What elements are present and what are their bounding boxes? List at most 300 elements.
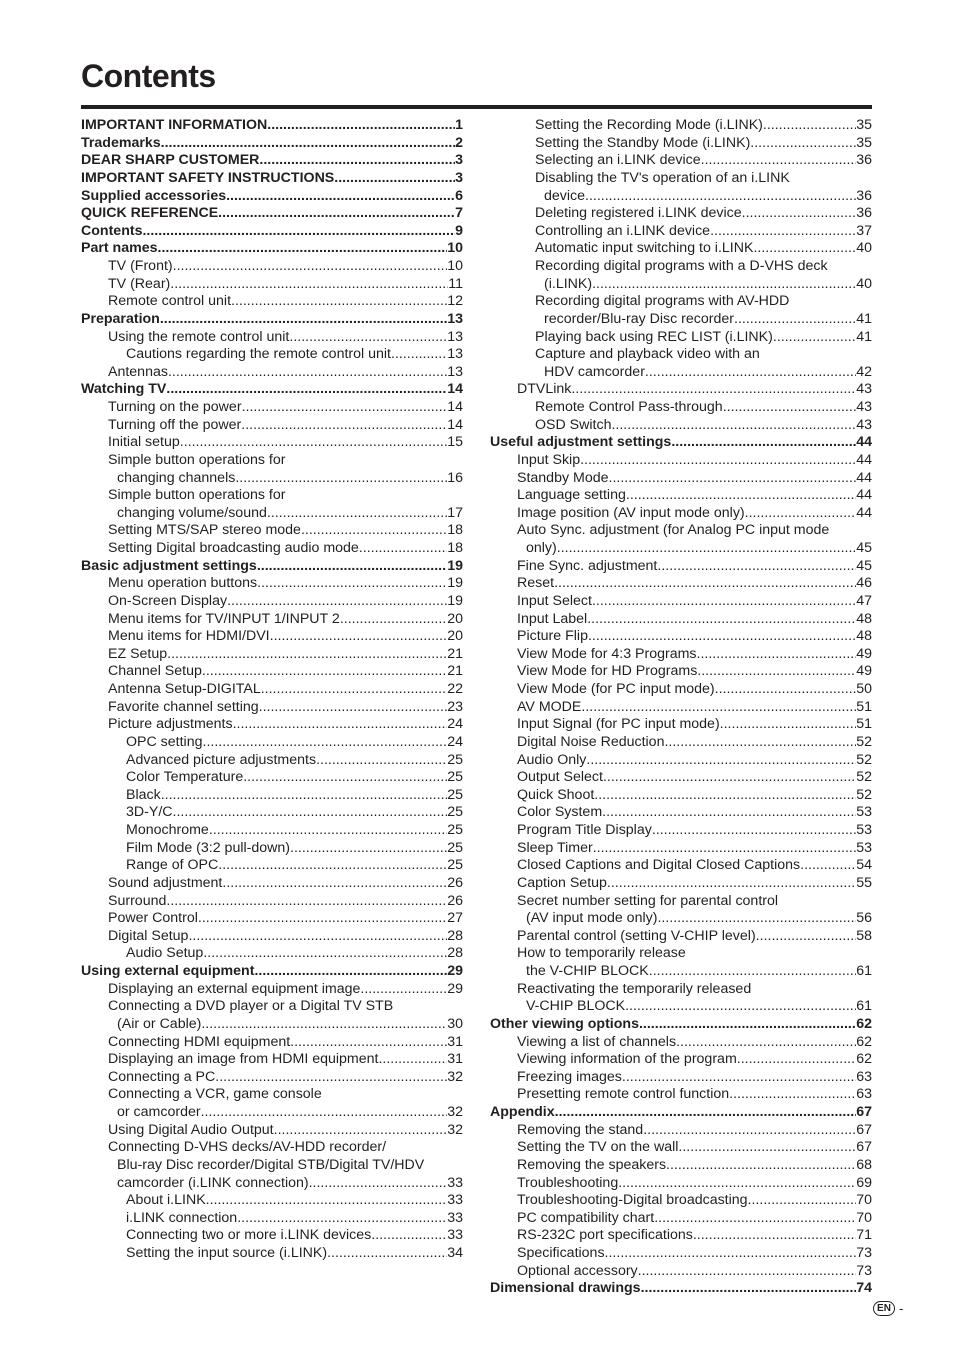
toc-leader-dots <box>158 240 448 258</box>
toc-entry <box>81 998 463 1016</box>
toc-leader-dots <box>554 575 856 593</box>
toc-entry-title: Color System <box>517 804 603 821</box>
toc-entry <box>490 1069 872 1087</box>
toc-page-number: 33 <box>447 1227 463 1244</box>
toc-page-number: 13 <box>447 310 463 327</box>
toc-leader-dots <box>167 646 447 664</box>
toc-page-number: 19 <box>447 557 463 574</box>
toc-entry-title: Fine Sync. adjustment <box>517 557 658 574</box>
toc-entry-title: Displaying an image from HDMI equipment <box>108 1051 379 1068</box>
toc-leader-dots <box>750 135 856 153</box>
toc-entry <box>81 593 463 611</box>
toc-entry <box>81 1245 463 1263</box>
toc-page-number: 21 <box>447 645 463 662</box>
toc-leader-dots <box>676 1034 856 1052</box>
toc-page-number: 24 <box>447 716 463 733</box>
toc-leader-dots <box>340 611 447 629</box>
toc-entry-title: Connecting HDMI equipment <box>108 1033 291 1050</box>
toc-entry <box>81 1227 463 1245</box>
toc-entry-title: Remote Control Pass-through <box>535 399 723 415</box>
toc-page-number: 44 <box>856 487 872 504</box>
toc-leader-dots <box>701 152 857 170</box>
toc-entry-title: Recording digital programs with AV-HDD <box>535 293 790 310</box>
toc-leader-dots <box>166 381 447 399</box>
toc-leader-dots <box>666 1157 856 1175</box>
toc-page-number: 14 <box>447 399 463 415</box>
toc-entry <box>81 611 463 629</box>
toc-entry <box>81 1139 463 1157</box>
toc-entry-title: Simple button operations for <box>108 451 286 468</box>
toc-page-number: 42 <box>856 363 872 380</box>
toc-leader-dots <box>267 117 455 135</box>
toc-page-number: 25 <box>447 822 463 838</box>
toc-entry <box>490 593 872 611</box>
toc-entry-title: Setting Digital broadcasting audio mode <box>108 540 359 556</box>
toc-page-number: 43 <box>856 381 872 398</box>
toc-page-number: 36 <box>856 205 872 222</box>
toc-entry <box>81 1016 463 1034</box>
toc-leader-dots <box>359 540 447 558</box>
toc-leader-dots <box>571 381 856 399</box>
toc-leader-dots <box>625 998 856 1016</box>
toc-leader-dots <box>763 117 856 135</box>
toc-entry-title: Surround <box>108 892 167 909</box>
toc-entry-title: Advanced picture adjustments <box>126 751 317 768</box>
toc-entry-title: Sleep Timer <box>517 839 593 856</box>
toc-entry-title: Using external equipment <box>81 963 255 979</box>
toc-page-number: 36 <box>856 187 872 204</box>
toc-entry <box>81 522 463 540</box>
toc-leader-dots <box>626 487 856 505</box>
toc-entry-title: Menu items for TV/INPUT 1/INPUT 2 <box>108 610 340 627</box>
toc-section-heading <box>81 558 463 576</box>
toc-page-number: 51 <box>856 716 872 733</box>
toc-leader-dots <box>290 1034 447 1052</box>
toc-entry-title: Antenna Setup-DIGITAL <box>108 681 261 697</box>
toc-entry-title: Specifications <box>517 1245 605 1261</box>
toc-entry <box>490 223 872 241</box>
toc-entry-title: Dimensional drawings <box>490 1280 641 1297</box>
toc-page-number: 63 <box>856 1068 872 1085</box>
toc-entry <box>81 575 463 593</box>
toc-page-number: 33 <box>447 1209 463 1226</box>
toc-page-number: 12 <box>447 293 463 310</box>
toc-entry <box>81 1192 463 1210</box>
toc-entry <box>490 522 872 540</box>
toc-entry-title: Reset <box>517 575 555 592</box>
toc-leader-dots <box>261 681 447 699</box>
toc-entry-title: or camcorder <box>117 1104 201 1120</box>
toc-entry <box>81 681 463 699</box>
toc-leader-dots <box>697 646 857 664</box>
toc-page-number: 70 <box>856 1192 872 1209</box>
toc-entry <box>81 346 463 364</box>
toc-page-number: 15 <box>447 434 463 451</box>
toc-leader-dots <box>227 593 447 611</box>
toc-entry-title: Closed Captions and Digital Closed Captions <box>517 857 801 874</box>
toc-entry <box>490 152 872 170</box>
toc-leader-dots <box>198 910 447 928</box>
toc-page-number: 3 <box>455 152 463 169</box>
toc-entry-title: EZ Setup <box>108 645 168 662</box>
toc-page-number: 68 <box>856 1156 872 1173</box>
toc-leader-dots <box>593 840 857 858</box>
toc-entry-title: camcorder (i.LINK connection) <box>117 1174 309 1191</box>
toc-leader-dots <box>203 945 447 963</box>
toc-entry <box>490 1139 872 1157</box>
toc-entry-title: Monochrome <box>126 822 209 838</box>
toc-column-right <box>490 117 872 1298</box>
toc-entry-title: Presetting remote control function <box>517 1086 730 1103</box>
toc-entry-title: (i.LINK) <box>544 275 593 292</box>
toc-entry <box>81 981 463 999</box>
toc-leader-dots <box>360 981 447 999</box>
toc-entry-title: Remote control unit <box>108 293 232 310</box>
toc-leader-dots <box>201 1016 447 1034</box>
toc-leader-dots <box>259 152 455 170</box>
toc-leader-dots <box>678 1139 856 1157</box>
toc-leader-dots <box>592 276 856 294</box>
toc-entry <box>81 822 463 840</box>
toc-entry-title: Trademarks <box>81 134 161 151</box>
toc-entry-title: Connecting a PC <box>108 1068 216 1085</box>
toc-leader-dots <box>243 769 447 787</box>
toc-entry-title: Disabling the TV's operation of an i.LINK <box>535 169 790 186</box>
toc-section-heading <box>81 963 463 981</box>
toc-page-number: 62 <box>856 1015 872 1032</box>
toc-leader-dots <box>587 611 856 629</box>
toc-entry-title: Menu operation buttons <box>108 575 258 592</box>
toc-entry-title: Deleting registered i.LINK device <box>535 205 742 222</box>
toc-entry <box>490 699 872 717</box>
toc-leader-dots <box>742 205 857 223</box>
toc-entry <box>490 1175 872 1193</box>
toc-entry-title: Optional accessory <box>517 1262 638 1279</box>
toc-entry <box>490 117 872 135</box>
toc-page-number: 32 <box>447 1121 463 1138</box>
toc-entry-title: Setting the TV on the wall <box>517 1139 679 1156</box>
toc-leader-dots <box>654 1210 856 1228</box>
toc-page-number: 26 <box>447 892 463 909</box>
toc-entry <box>490 646 872 664</box>
toc-page-number: 37 <box>856 222 872 239</box>
toc-entry-title: Quick Shoot <box>517 786 595 803</box>
toc-page-number: 16 <box>447 469 463 486</box>
toc-leader-dots <box>723 399 857 417</box>
toc-entry <box>490 1210 872 1228</box>
toc-entry <box>490 1245 872 1263</box>
toc-leader-dots <box>202 663 447 681</box>
toc-leader-dots <box>639 1016 856 1034</box>
toc-entry <box>490 505 872 523</box>
toc-entry-title: Setting MTS/SAP stereo mode <box>108 522 301 539</box>
toc-leader-dots <box>231 293 447 311</box>
toc-page-number: 3 <box>455 169 463 186</box>
toc-entry-title: Using the remote control unit <box>108 328 290 345</box>
toc-leader-dots <box>607 875 856 893</box>
toc-entry <box>81 364 463 382</box>
toc-leader-dots <box>201 1104 448 1122</box>
toc-page-number: 23 <box>447 698 463 715</box>
toc-page-number: 61 <box>856 998 872 1015</box>
toc-entry-title: Watching TV <box>81 381 167 398</box>
toc-entry-title: Setting the Recording Mode (i.LINK) <box>535 117 763 133</box>
toc-entry-title: AV MODE <box>517 698 582 715</box>
toc-section-heading <box>81 311 463 329</box>
toc-entry <box>81 628 463 646</box>
toc-leader-dots <box>618 1175 856 1193</box>
toc-leader-dots <box>334 170 455 188</box>
toc-page-number: 25 <box>447 769 463 786</box>
toc-leader-dots <box>267 505 447 523</box>
toc-page-number: 67 <box>856 1104 872 1120</box>
toc-page-number: 49 <box>856 645 872 662</box>
toc-page-number: 13 <box>447 363 463 380</box>
toc-leader-dots <box>161 787 448 805</box>
toc-leader-dots <box>753 240 856 258</box>
toc-entry-title: DEAR SHARP CUSTOMER <box>81 152 260 169</box>
toc-leader-dots <box>173 804 448 822</box>
toc-entry-title: Using Digital Audio Output <box>108 1121 274 1138</box>
toc-entry <box>81 1086 463 1104</box>
toc-leader-dots <box>316 752 447 770</box>
toc-section-heading <box>81 240 463 258</box>
toc-leader-dots <box>643 1122 856 1140</box>
toc-page-number: 48 <box>856 628 872 645</box>
toc-entry <box>490 188 872 206</box>
toc-leader-dots <box>800 857 856 875</box>
toc-entry-title: Part names <box>81 240 158 257</box>
toc-page-number: 29 <box>447 963 463 979</box>
toc-section-heading <box>81 188 463 206</box>
toc-entry-title: recorder/Blu-ray Disc recorder <box>544 310 735 327</box>
toc-page-number: 33 <box>447 1174 463 1191</box>
toc-page-number: 43 <box>856 399 872 415</box>
toc-entry-title: Troubleshooting-Digital broadcasting <box>517 1192 748 1209</box>
toc-entry <box>490 910 872 928</box>
toc-page-number: 52 <box>856 769 872 786</box>
toc-page-number: 49 <box>856 663 872 680</box>
toc-page-number: 35 <box>856 134 872 151</box>
toc-leader-dots <box>611 417 856 435</box>
toc-entry-title: View Mode for 4:3 Programs <box>517 645 697 662</box>
toc-entry <box>490 1263 872 1281</box>
toc-page-number: 35 <box>856 117 872 133</box>
toc-entry-title: Preparation <box>81 310 160 327</box>
toc-page-number: 24 <box>447 733 463 750</box>
toc-entry <box>81 699 463 717</box>
toc-entry <box>490 822 872 840</box>
toc-leader-dots <box>585 188 856 206</box>
toc-entry <box>81 646 463 664</box>
toc-page-number: 18 <box>447 522 463 539</box>
toc-entry <box>490 346 872 364</box>
toc-entry <box>81 452 463 470</box>
toc-entry-title: Other viewing options <box>490 1015 639 1032</box>
toc-leader-dots <box>237 1210 447 1228</box>
toc-leader-dots <box>327 1245 447 1263</box>
toc-leader-dots <box>756 928 857 946</box>
toc-entry-title: device <box>544 187 586 204</box>
toc-leader-dots <box>581 699 856 717</box>
toc-entry-title: Standby Mode <box>517 469 609 486</box>
toc-leader-dots <box>206 1192 448 1210</box>
toc-page-number: 9 <box>455 222 463 239</box>
toc-entry <box>81 734 463 752</box>
toc-page-number: 30 <box>447 1015 463 1032</box>
toc-entry <box>490 1157 872 1175</box>
toc-page-number: 22 <box>447 681 463 697</box>
toc-page-number: 73 <box>856 1245 872 1261</box>
toc-entry <box>81 329 463 347</box>
toc-leader-dots <box>649 963 856 981</box>
toc-page-number: 1 <box>455 117 463 133</box>
toc-entry-title: About i.LINK <box>126 1192 206 1209</box>
toc-entry <box>81 1051 463 1069</box>
toc-entry <box>490 945 872 963</box>
toc-page-number: 52 <box>856 786 872 803</box>
toc-page-number: 31 <box>447 1051 463 1068</box>
toc-page-number: 14 <box>447 416 463 433</box>
toc-entry-title: Parental control (setting V-CHIP level) <box>517 927 756 944</box>
toc-entry-title: Connecting a VCR, game console <box>108 1086 322 1103</box>
toc-entry <box>490 1192 872 1210</box>
toc-entry <box>81 1175 463 1193</box>
toc-entry-title: TV (Front) <box>108 258 173 274</box>
toc-entry-title: Favorite channel setting <box>108 698 259 715</box>
toc-entry <box>81 1069 463 1087</box>
toc-entry-title: RS-232C port specifications <box>517 1227 693 1244</box>
toc-entry <box>490 1034 872 1052</box>
toc-page-number: 19 <box>447 592 463 609</box>
toc-entry-title: Image position (AV input mode only) <box>517 504 745 521</box>
toc-entry <box>490 293 872 311</box>
toc-entry <box>81 787 463 805</box>
toc-page-number: 2 <box>455 134 463 151</box>
toc-page-number: 53 <box>856 804 872 821</box>
toc-entry <box>490 963 872 981</box>
toc-leader-dots <box>290 840 447 858</box>
toc-leader-dots <box>664 734 856 752</box>
toc-leader-dots <box>641 1280 857 1298</box>
toc-page-number: 27 <box>447 910 463 927</box>
toc-entry <box>81 804 463 822</box>
toc-entry-title: only) <box>526 540 557 556</box>
toc-section-heading <box>81 152 463 170</box>
toc-entry-title: Initial setup <box>108 434 180 451</box>
toc-entry-title: changing volume/sound <box>117 504 267 521</box>
toc-leader-dots <box>215 1069 447 1087</box>
toc-entry-title: Connecting D-VHS decks/AV-HDD recorder/ <box>108 1139 387 1156</box>
toc-entry-title: Playing back using REC LIST (i.LINK) <box>535 328 773 345</box>
toc-entry <box>490 540 872 558</box>
toc-entry <box>81 769 463 787</box>
toc-leader-dots <box>161 135 455 153</box>
toc-entry-title: Useful adjustment settings <box>490 434 672 451</box>
toc-leader-dots <box>555 1104 857 1122</box>
toc-entry-title: Setting the Standby Mode (i.LINK) <box>535 134 751 151</box>
toc-leader-dots <box>652 822 856 840</box>
toc-leader-dots <box>371 1227 447 1245</box>
toc-leader-dots <box>745 505 857 523</box>
toc-leader-dots <box>218 205 455 223</box>
toc-leader-dots <box>592 593 856 611</box>
toc-page-number: 17 <box>447 504 463 521</box>
language-badge: EN <box>873 1301 895 1316</box>
toc-entry-title: (Air or Cable) <box>117 1015 202 1032</box>
toc-section-heading <box>490 434 872 452</box>
toc-entry-title: Selecting an i.LINK device <box>535 152 701 169</box>
toc-entry-title: Black <box>126 786 161 803</box>
toc-leader-dots <box>693 1227 856 1245</box>
toc-entry-title: Auto Sync. adjustment (for Analog PC input mode <box>517 522 830 539</box>
toc-entry-title: Basic adjustment settings <box>81 557 257 574</box>
toc-entry-title: Connecting a DVD player or a Digital TV STB <box>108 998 394 1015</box>
toc-entry <box>81 928 463 946</box>
toc-section-heading <box>81 205 463 223</box>
toc-leader-dots <box>657 558 856 576</box>
toc-page-number: 20 <box>447 628 463 645</box>
toc-entry <box>490 558 872 576</box>
toc-entry <box>490 1122 872 1140</box>
toc-entry-title: (AV input mode only) <box>526 910 658 927</box>
toc-leader-dots <box>242 399 448 417</box>
toc-column-left <box>81 117 463 1263</box>
toc-page-number: 10 <box>447 258 463 274</box>
toc-leader-dots <box>301 522 447 540</box>
toc-entry-title: Turning on the power <box>108 399 242 415</box>
toc-leader-dots <box>594 787 856 805</box>
toc-leader-dots <box>588 628 856 646</box>
toc-entry <box>490 276 872 294</box>
toc-leader-dots <box>173 258 448 276</box>
toc-leader-dots <box>254 963 447 981</box>
toc-entry-title: Viewing information of the program <box>517 1051 737 1068</box>
toc-entry-title: Antennas <box>108 363 168 380</box>
toc-entry <box>81 293 463 311</box>
toc-leader-dots <box>166 893 447 911</box>
toc-page-number: 44 <box>856 451 872 468</box>
toc-entry-title: Input Label <box>517 610 588 627</box>
toc-entry-title: Program Title Display <box>517 822 652 838</box>
page-footer <box>873 1301 903 1316</box>
toc-entry <box>490 998 872 1016</box>
toc-page-number: 53 <box>856 822 872 838</box>
toc-page-number: 47 <box>856 592 872 609</box>
toc-leader-dots <box>773 329 856 347</box>
toc-page-number: 62 <box>856 1033 872 1050</box>
toc-leader-dots <box>218 857 447 875</box>
toc-leader-dots <box>697 663 856 681</box>
toc-entry-title: Simple button operations for <box>108 487 286 504</box>
toc-leader-dots <box>168 364 447 382</box>
toc-entry-title: IMPORTANT SAFETY INSTRUCTIONS <box>81 169 335 186</box>
toc-page-number: 69 <box>856 1174 872 1191</box>
toc-page-number: 45 <box>856 540 872 556</box>
toc-page-number: 29 <box>447 980 463 997</box>
toc-entry-title: Displaying an external equipment image <box>108 980 361 997</box>
toc-page-number: 25 <box>447 839 463 856</box>
toc-entry-title: How to temporarily release <box>517 945 686 962</box>
toc-entry-title: OSD Switch <box>535 416 612 433</box>
toc-page-number: 28 <box>447 945 463 962</box>
toc-page-number: 41 <box>856 310 872 327</box>
toc-page-number: 11 <box>448 275 463 292</box>
toc-leader-dots <box>170 276 448 294</box>
toc-leader-dots <box>188 928 447 946</box>
toc-page-number: 56 <box>856 910 872 927</box>
toc-section-heading <box>81 117 463 135</box>
